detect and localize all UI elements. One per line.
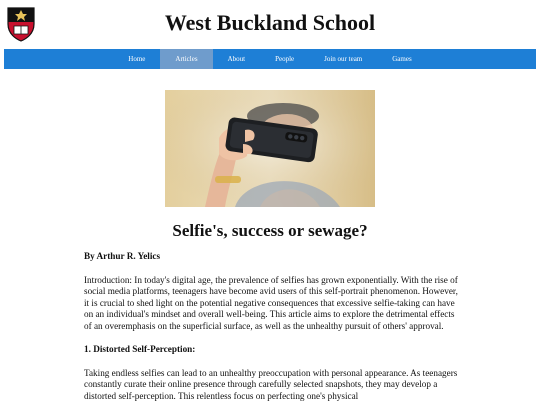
selfie-photo xyxy=(165,90,375,207)
article-title: Selfie's, success or sewage? xyxy=(172,221,368,240)
nav-about[interactable]: About xyxy=(227,55,246,63)
section-heading: 1. Distorted Self-Perception: xyxy=(84,344,196,354)
section-paragraph: Taking endless selfies can lead to an unhealthy preoccupation with personal appearance. As teenagers constantly curate their online presence through carefully selected snapshots, they may develop a distorted self-perception. This relentless focus on perfecting one's physical xyxy=(84,367,458,401)
nav-people[interactable]: People xyxy=(275,55,295,63)
article-hero-image xyxy=(165,90,375,207)
article-body xyxy=(84,251,460,405)
main-navbar xyxy=(4,49,536,69)
site-title: West Buckland School xyxy=(164,10,376,35)
nav-articles[interactable]: Articles xyxy=(160,49,212,69)
article-byline: By Arthur R. Yelics xyxy=(84,251,161,261)
nav-home[interactable]: Home xyxy=(128,55,146,63)
article-intro: Introduction: In today's digital age, the prevalence of selfies has grown exponentially. With the rise of social media platforms, teenagers have become avid users of this self-portrait phenomenon. However, it is crucial to shed light on the potential negative consequences that excessive selfie-taking can have on an individual's mindset and overall well-being. This article aims to explore the detrimental effects of an overemphasis on the superficial surface, as well as the unhealthy pursuit of others' approval. xyxy=(84,274,458,331)
nav-games[interactable]: Games xyxy=(392,55,412,63)
site-header xyxy=(0,0,540,48)
nav-join-our-team[interactable]: Join our team xyxy=(324,55,363,63)
